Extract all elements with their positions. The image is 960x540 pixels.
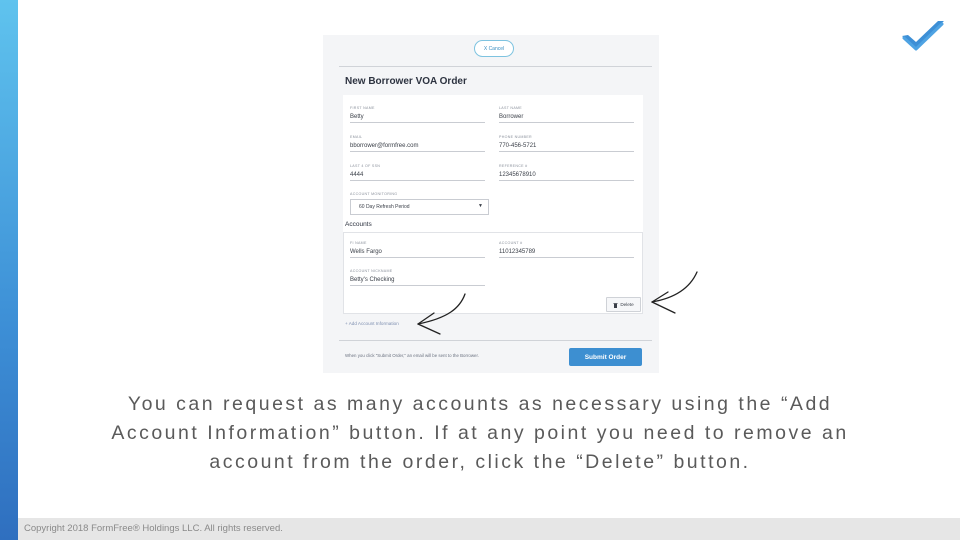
select-value: 60 Day Refresh Period: [359, 204, 410, 210]
ssn-input[interactable]: 4444: [350, 170, 485, 181]
email-input[interactable]: bborrower@formfree.com: [350, 141, 485, 152]
delete-button[interactable]: [606, 297, 641, 312]
field-label: REFERENCE #: [499, 164, 528, 168]
account-number-field[interactable]: [499, 241, 634, 258]
nickname-field[interactable]: [350, 269, 485, 286]
monitoring-select[interactable]: [350, 199, 489, 215]
field-label: ACCOUNT #: [499, 241, 523, 245]
delete-label: Delete: [620, 302, 634, 307]
email-field[interactable]: [350, 135, 485, 152]
first-name-input[interactable]: Betty: [350, 112, 485, 123]
submit-order-button[interactable]: Submit Order: [569, 348, 642, 366]
fi-name-input[interactable]: Wells Fargo: [350, 247, 485, 258]
divider: [339, 66, 652, 67]
phone-input[interactable]: 770-456-5721: [499, 141, 634, 152]
slide-caption: You can request as many accounts as necessary using the “Add Account Information” button. If at any point you need to remove an account from the order, click the “Delete” button.: [111, 393, 849, 473]
account-number-input[interactable]: 11012345789: [499, 247, 634, 258]
field-label: EMAIL: [350, 135, 363, 139]
last-name-field[interactable]: [499, 106, 634, 123]
field-label: ACCOUNT NICKNAME: [350, 269, 393, 273]
trash-icon: [613, 302, 618, 308]
chevron-down-icon: ▼: [478, 203, 483, 209]
field-label: PHONE NUMBER: [499, 135, 532, 139]
left-accent-bar: [0, 0, 18, 540]
checkmark-icon: [900, 18, 946, 54]
accounts-heading: Accounts: [345, 221, 372, 228]
fi-name-field[interactable]: [350, 241, 485, 258]
last-name-input[interactable]: Borrower: [499, 112, 634, 123]
submit-note: When you click "Submit Order," an email will be sent to the Borrower.: [345, 353, 479, 358]
field-label: ACCOUNT MONITORING: [350, 192, 398, 196]
nickname-input[interactable]: Betty's Checking: [350, 275, 485, 286]
copyright-text: Copyright 2018 FormFree® Holdings LLC. All rights reserved.: [24, 523, 283, 534]
cancel-button[interactable]: X Cancel: [474, 40, 514, 57]
monitoring-label-wrap: [350, 192, 485, 198]
field-label: FI NAME: [350, 241, 367, 245]
page-title: New Borrower VOA Order: [345, 76, 467, 87]
reference-field[interactable]: [499, 164, 634, 181]
first-name-field[interactable]: [350, 106, 485, 123]
reference-input[interactable]: 12345678910: [499, 170, 634, 181]
phone-field[interactable]: [499, 135, 634, 152]
field-label: FIRST NAME: [350, 106, 375, 110]
field-label: LAST 4 OF SSN: [350, 164, 381, 168]
field-label: LAST NAME: [499, 106, 523, 110]
form-screenshot: [323, 35, 659, 373]
divider: [339, 340, 652, 341]
footer-bar: [18, 518, 960, 540]
ssn-field[interactable]: [350, 164, 485, 181]
add-account-link[interactable]: + Add Account Information: [345, 321, 399, 326]
